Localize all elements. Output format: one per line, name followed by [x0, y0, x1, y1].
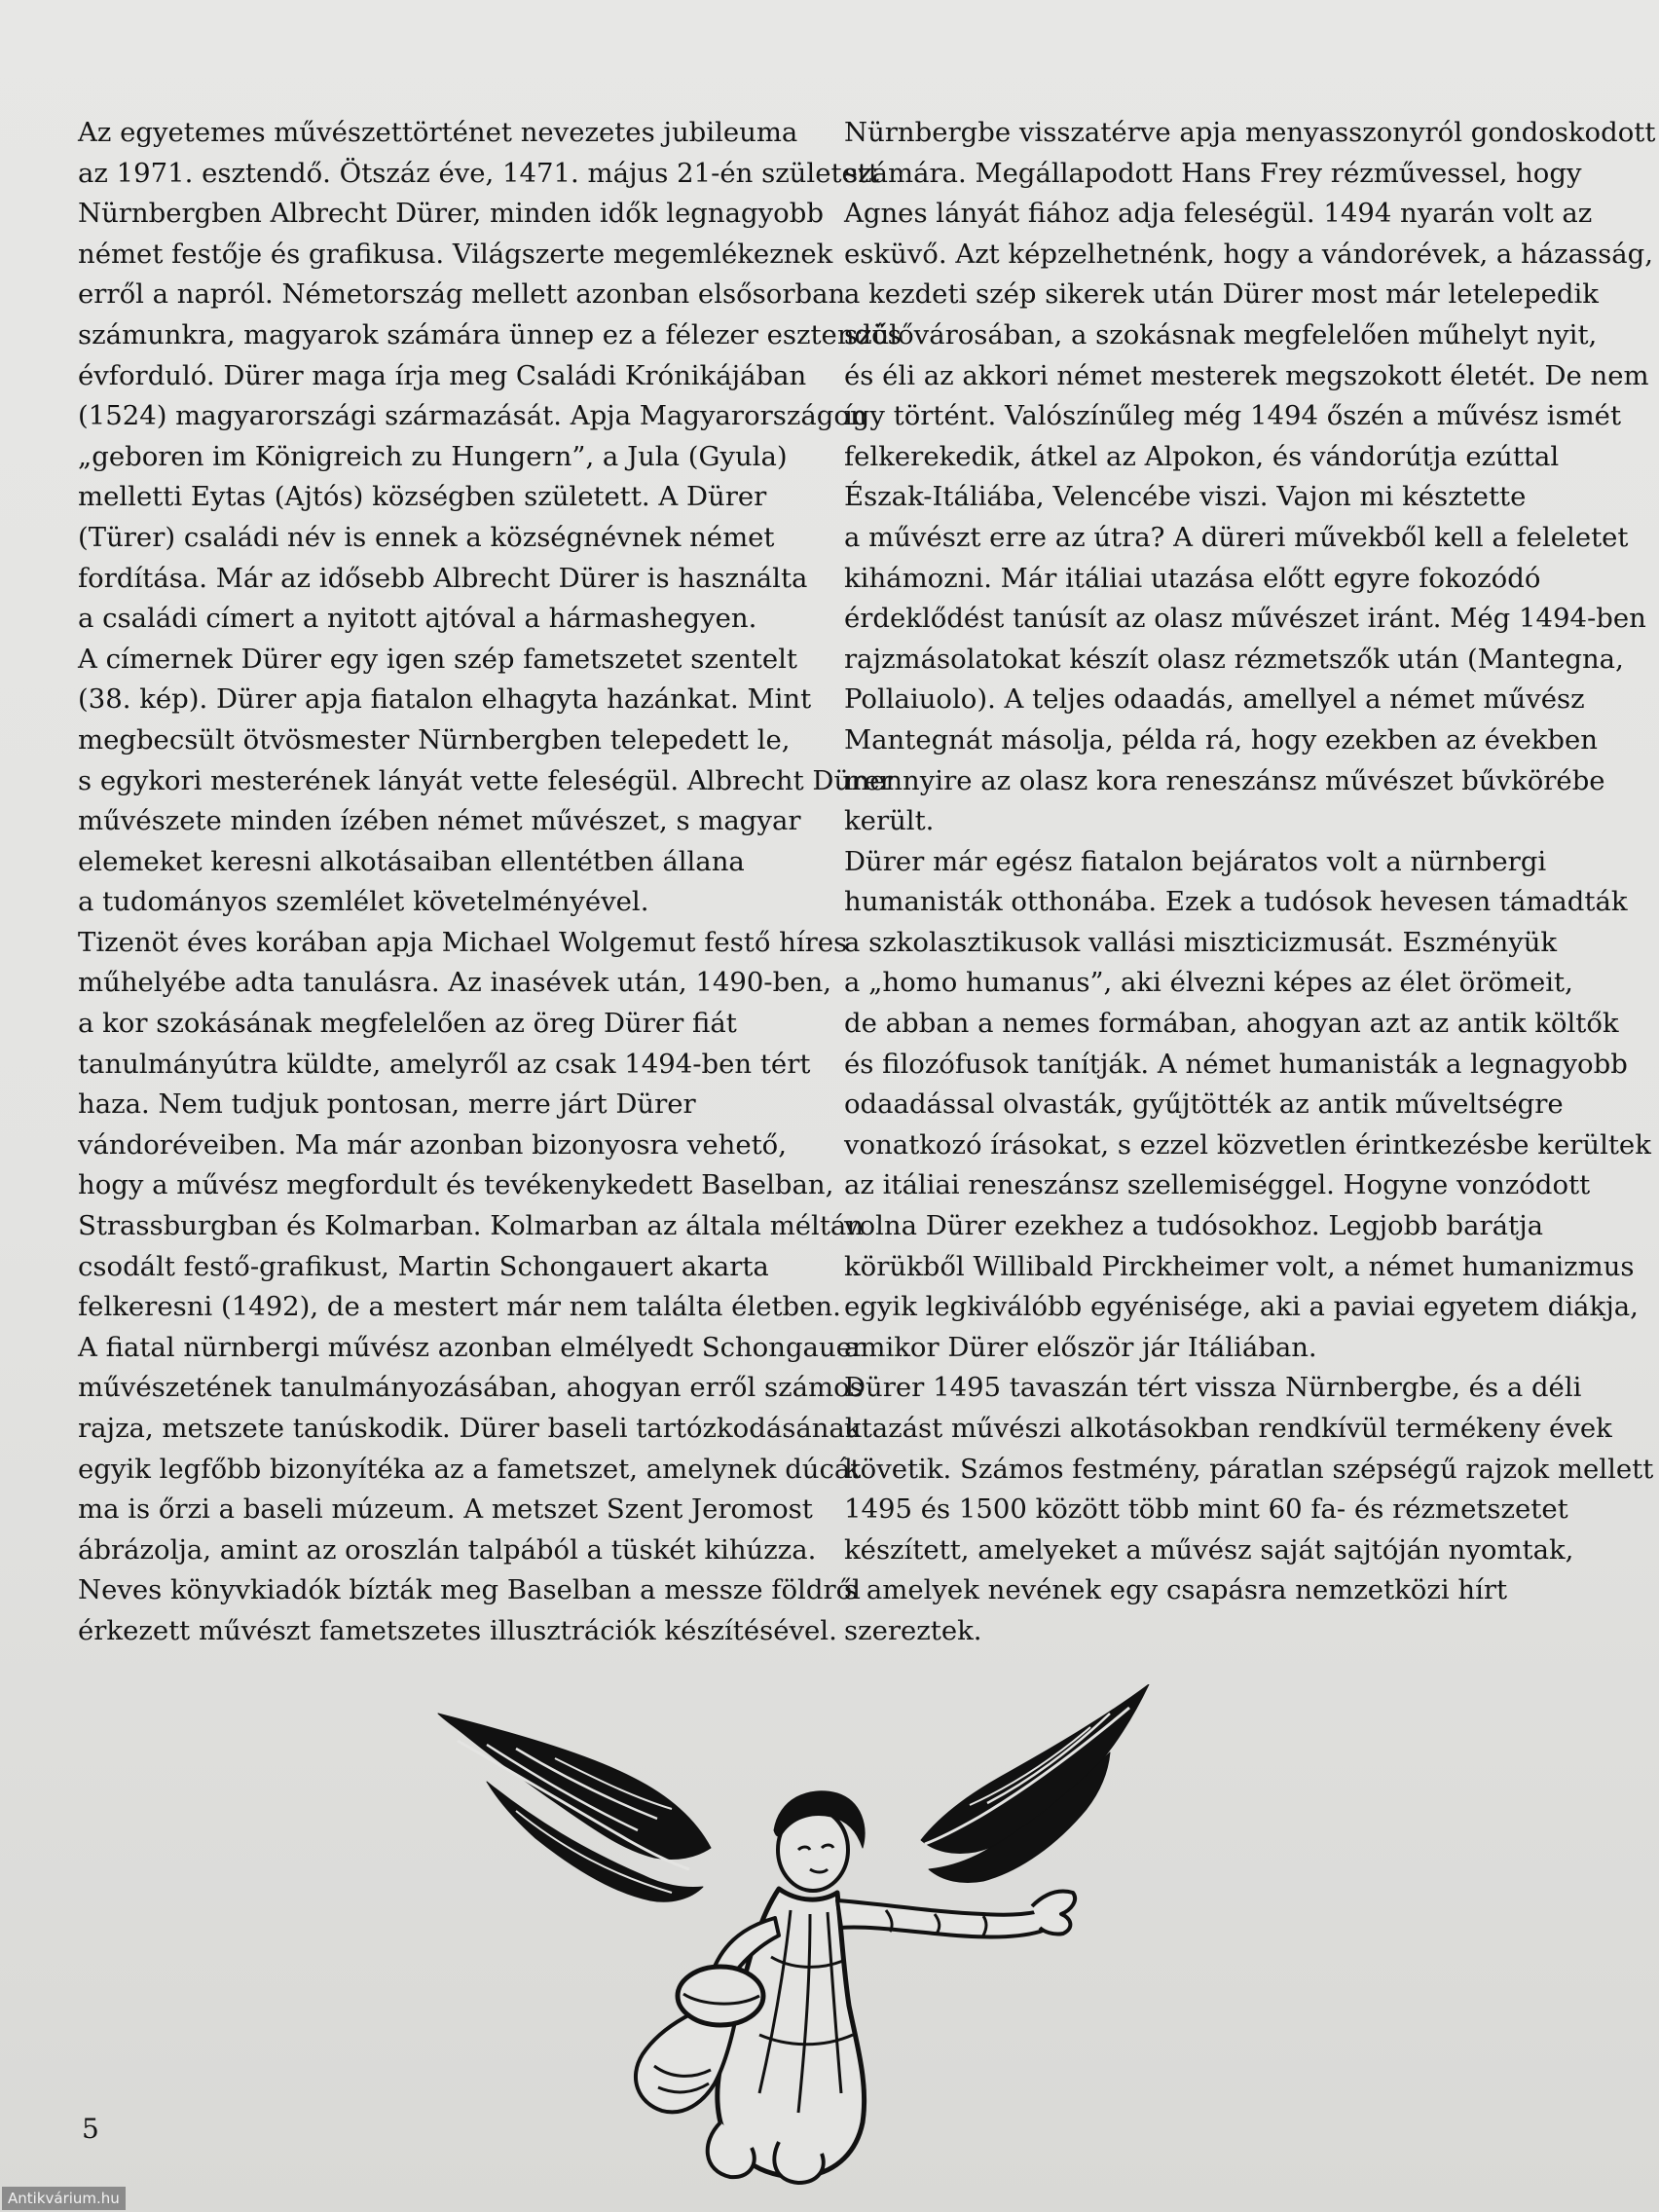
- text-line: körükből Willibald Pirckheimer volt, a német humanizmus: [844, 1250, 1635, 1282]
- text-line: Pollaiuolo). A teljes odaadás, amellyel a német művész: [844, 683, 1585, 716]
- text-line: mennyire az olasz kora reneszánsz művészet bűvkörébe: [844, 764, 1605, 796]
- text-line: humanisták otthonába. Ezek a tudósok hevesen támadták: [844, 886, 1628, 918]
- text-line: a szkolasztikusok vallási miszticizmusát. Eszményük: [844, 926, 1558, 958]
- text-line: ábrázolja, amint az oroszlán talpából a tüskét kihúzza.: [78, 1533, 817, 1566]
- left-wing: [438, 1714, 711, 1860]
- text-line: így történt. Valószínűleg még 1494 őszén a művész ismét: [844, 400, 1622, 432]
- text-line: A fiatal nürnbergi művész azonban elmélyedt Schongauer: [78, 1331, 866, 1363]
- text-line: Strassburgban és Kolmarban. Kolmarban az általa méltán: [78, 1210, 864, 1242]
- text-line: német festője és grafikusa. Világszerte megemlékeznek: [78, 238, 833, 270]
- text-line: vándoréveiben. Ma már azonban bizonyosra vehető,: [78, 1128, 787, 1161]
- text-line: Észak-Itáliába, Velencébe viszi. Vajon mi késztette: [844, 481, 1527, 513]
- text-line: Mantegnát másolja, példa rá, hogy ezekben az években: [844, 723, 1599, 756]
- text-line: de abban a nemes formában, ahogyan azt az antik költők: [844, 1008, 1619, 1040]
- text-line: és filozófusok tanítják. A német humanisták a legnagyobb: [844, 1048, 1628, 1080]
- text-line: Az egyetemes művészettörténet nevezetes jubileuma: [78, 117, 798, 148]
- text-line: ma is őrzi a baseli múzeum. A metszet Szent Jeromost: [78, 1493, 813, 1526]
- text-line: a „homo humanus”, aki élvezni képes az élet örömeit,: [844, 967, 1573, 999]
- text-line: egyik legkiválóbb egyénisége, aki a paviai egyetem diákja,: [844, 1291, 1639, 1323]
- text-line: megbecsült ötvösmester Nürnbergben telepedett le,: [78, 723, 791, 756]
- text-line: rajza, metszete tanúskodik. Dürer baseli tartózkodásának: [78, 1413, 862, 1444]
- text-line: évforduló. Dürer maga írja meg Családi Krónikájában: [78, 359, 807, 391]
- text-line: Dürer 1495 tavaszán tért vissza Nürnbergbe, és a déli: [844, 1372, 1582, 1404]
- text-line: érkezett művészt fametszetes illusztrációk készítésével.: [78, 1614, 837, 1646]
- text-line: odaadással olvasták, gyűjtötték az antik műveltségre: [844, 1088, 1564, 1121]
- text-line: hogy a művész megfordult és tevékenykedett Baselban,: [78, 1169, 834, 1201]
- text-line: volna Dürer ezekhez a tudósokhoz. Legjobb barátja: [844, 1210, 1544, 1242]
- text-line: Tizenöt éves korában apja Michael Wolgemut festő híres: [78, 926, 848, 958]
- text-line: 1495 és 1500 között több mint 60 fa- és rézmetszetet: [844, 1493, 1568, 1526]
- text-line: fordítása. Már az idősebb Albrecht Dürer is használta: [78, 562, 808, 594]
- watermark: Antikvárium.hu: [2, 2187, 126, 2210]
- text-line: Dürer már egész fiatalon bejáratos volt a nürnbergi: [844, 845, 1547, 877]
- text-line: tanulmányútra küldte, amelyről az csak 1494-ben tért: [78, 1048, 811, 1080]
- text-line: számára. Megállapodott Hans Frey rézművessel, hogy: [844, 157, 1582, 189]
- text-line: a tudományos szemlélet követelményével.: [78, 886, 649, 918]
- text-line: A címernek Dürer egy igen szép fametszetet szentelt: [78, 643, 797, 675]
- text-line: s amelyek nevének egy csapásra nemzetközi hírt: [844, 1574, 1508, 1606]
- text-line: szereztek.: [844, 1614, 982, 1646]
- text-line: az 1971. esztendő. Ötszáz éve, 1471. május 21-én született: [78, 157, 879, 189]
- text-line: (Türer) családi név is ennek a községnévnek német: [78, 521, 775, 553]
- text-line: az itáliai reneszánsz szellemiséggel. Hogyne vonzódott: [844, 1169, 1591, 1201]
- angel-woodcut-illustration: [428, 1684, 1168, 2191]
- text-line: felkerekedik, átkel az Alpokon, és vándorútja ezúttal: [844, 440, 1560, 472]
- text-line: készített, amelyeket a művész saját sajtóján nyomtak,: [844, 1533, 1574, 1566]
- text-line: a családi címert a nyitott ajtóval a hármashegyen.: [78, 603, 757, 635]
- text-line: művészete minden ízében német művészet, s magyar: [78, 805, 801, 837]
- text-line: csodált festő-grafikust, Martin Schongauert akarta: [78, 1250, 769, 1282]
- text-line: követik. Számos festmény, páratlan szépségű rajzok mellett: [844, 1453, 1654, 1485]
- text-line: a művészt erre az útra? A düreri művekből kell a feleletet: [844, 521, 1629, 553]
- text-line: Nürnbergben Albrecht Dürer, minden idők legnagyobb: [78, 198, 824, 230]
- text-line: haza. Nem tudjuk pontosan, merre járt Dürer: [78, 1088, 696, 1121]
- text-line: melletti Eytas (Ajtós) községben született. A Dürer: [78, 481, 767, 513]
- text-line: Nürnbergbe visszatérve apja menyasszonyról gondoskodott: [844, 117, 1656, 148]
- text-column-right: [844, 113, 1656, 1652]
- text-line: esküvő. Azt képzelhetnénk, hogy a vándorévek, a házasság,: [844, 238, 1654, 270]
- text-line: kihámozni. Már itáliai utazása előtt egyre fokozódó: [844, 562, 1541, 594]
- text-line: a kezdeti szép sikerek után Dürer most már letelepedik: [844, 278, 1599, 311]
- text-line: (1524) magyarországi származását. Apja Magyarországon: [78, 400, 867, 432]
- text-line: (38. kép). Dürer apja fiatalon elhagyta hazánkat. Mint: [78, 683, 812, 716]
- text-line: „geboren im Königreich zu Hungern”, a Jula (Gyula): [78, 440, 788, 472]
- text-line: Neves könyvkiadók bízták meg Baselban a messze földről: [78, 1574, 861, 1606]
- text-line: rajzmásolatokat készít olasz rézmetszők után (Mantegna,: [844, 643, 1624, 675]
- text-line: a kor szokásának megfelelően az öreg Dürer fiát: [78, 1008, 737, 1040]
- angel-robe: [718, 1889, 865, 2177]
- text-line: számunkra, magyarok számára ünnep ez a félezer esztendős: [78, 318, 902, 350]
- text-line: s egykori mesterének lányát vette feleségül. Albrecht Dürer: [78, 764, 893, 796]
- text-line: utazást művészi alkotásokban rendkívül termékeny évek: [844, 1413, 1612, 1444]
- text-line: került.: [844, 805, 935, 837]
- text-line: erről a napról. Németország mellett azonban elsősorban: [78, 278, 846, 311]
- text-line: vonatkozó írásokat, s ezzel közvetlen érintkezésbe kerültek: [844, 1128, 1651, 1161]
- text-line: felkeresni (1492), de a mestert már nem találta életben.: [78, 1291, 841, 1323]
- angel-right-arm: [837, 1900, 1053, 1937]
- text-line: elemeket keresni alkotásaiban ellentétben állana: [78, 845, 745, 877]
- text-line: műhelyébe adta tanulásra. Az inasévek után, 1490-ben,: [78, 967, 831, 999]
- text-line: és éli az akkori német mesterek megszokott életét. De nem: [844, 359, 1649, 391]
- text-line: egyik legfőbb bizonyítéka az a fametszet, amelynek dúcát: [78, 1453, 862, 1485]
- text-line: Agnes lányát fiához adja feleségül. 1494 nyarán volt az: [844, 198, 1593, 230]
- text-line: érdeklődést tanúsít az olasz művészet iránt. Még 1494-ben: [844, 603, 1646, 635]
- page-number: 5: [82, 2113, 99, 2145]
- text-line: amikor Dürer először jár Itáliában.: [844, 1331, 1317, 1363]
- text-line: szülővárosában, a szokásnak megfelelően műhelyt nyit,: [844, 318, 1598, 350]
- text-line: művészetének tanulmányozásában, ahogyan erről számos: [78, 1372, 864, 1404]
